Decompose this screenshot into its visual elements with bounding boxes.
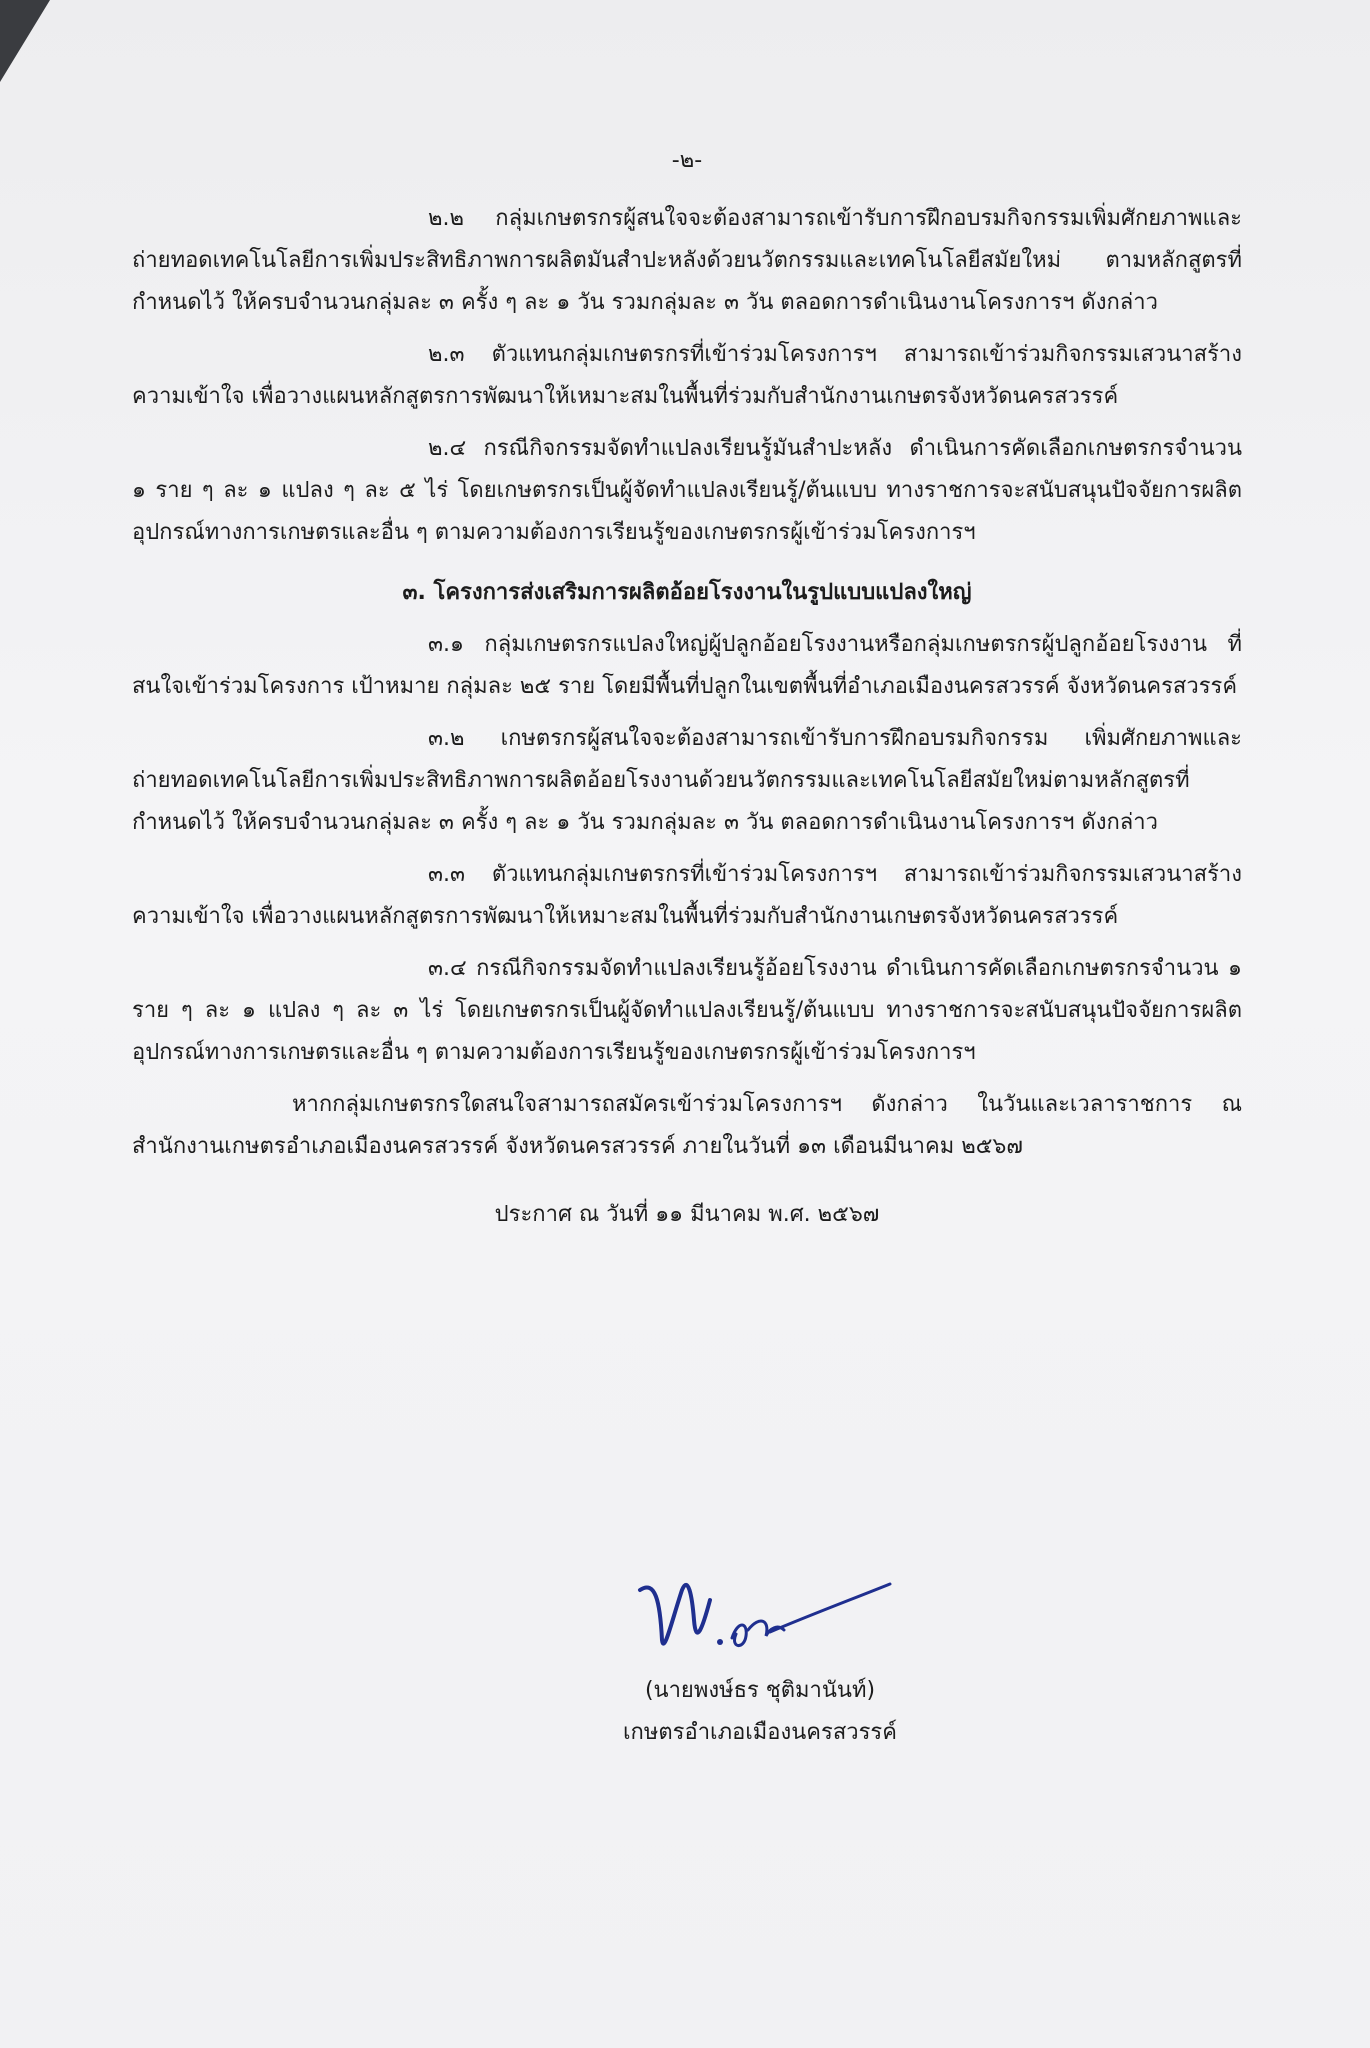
signatory-title: เกษตรอำเภอเมืองนครสวรรค์: [623, 1720, 897, 1745]
paragraph-3-4: ๓.๔ กรณีกิจกรรมจัดทำแปลงเรียนรู้อ้อยโรงงาน ดำเนินการคัดเลือกเกษตรกรจำนวน ๑ ราย ๆ ละ ๑ แปลง ๆ ละ ๓ ไร่ โดยเกษตรกรเป็นผู้จัดทำแปลงเรียนรู้/ต้นแบบ ทางราชการจะสนับสนุนปัจจัยการผลิต อุปกรณ์ทางการเกษตรและอื่น ๆ ตามความต้องการเรียนรู้ของเกษตรกรผู้เข้าร่วมโครงการฯ: [132, 956, 1242, 1065]
closing-paragraph: หากกลุ่มเกษตรกรใดสนใจสามารถสมัครเข้าร่วมโครงการฯ ดังกล่าว ในวันและเวลาราชการ ณ สำนักงานเกษตรอำเภอเมืองนครสวรรค์ จังหวัดนครสวรรค์ ภายในวันที่ ๑๓ เดือนมีนาคม ๒๕๖๗: [132, 1092, 1242, 1159]
page-number: -๒-: [671, 148, 703, 173]
announcement-date: ประกาศ ณ วันที่ ๑๑ มีนาคม พ.ศ. ๒๕๖๗: [494, 1202, 880, 1227]
paragraph-2-4: ๒.๔ กรณีกิจกรรมจัดทำแปลงเรียนรู้มันสำปะหลัง ดำเนินการคัดเลือกเกษตรกรจำนวน ๑ ราย ๆ ละ ๑ แปลง ๆ ละ ๕ ไร่ โดยเกษตรกรเป็นผู้จัดทำแปลงเรียนรู้/ต้นแบบ ทางราชการจะสนับสนุนปัจจัยการผลิต อุปกรณ์ทางการเกษตรและอื่น ๆ ตามความต้องการเรียนรู้ของเกษตรกรผู้เข้าร่วมโครงการฯ: [132, 436, 1242, 545]
paragraph-2-3: ๒.๓ ตัวแทนกลุ่มเกษตรกรที่เข้าร่วมโครงการฯ สามารถเข้าร่วมกิจกรรมเสวนาสร้างความเข้าใจ เพื่อวางแผนหลักสูตรการพัฒนาให้เหมาะสมในพื้นที่ร่วมกับสำนักงานเกษตรจังหวัดนครสวรรค์: [132, 342, 1242, 409]
signature-block: [560, 1560, 960, 1754]
paragraph-2-2: ๒.๒ กลุ่มเกษตรกรผู้สนใจจะต้องสามารถเข้ารับการฝึกอบรมกิจกรรมเพิ่มศักยภาพและถ่ายทอดเทคโนโลยีการเพิ่มประสิทธิภาพการผลิตมันสำปะหลังด้วยนวัตกรรมและเทคโนโลยีสมัยใหม่ ตามหลักสูตรที่กำหนดไว้ ให้ครบจำนวนกลุ่มละ ๓ ครั้ง ๆ ละ ๑ วัน รวมกลุ่มละ ๓ วัน ตลอดการดำเนินงานโครงการฯ ดังกล่าว: [132, 206, 1242, 315]
handwritten-signature: [620, 1560, 900, 1670]
section-3-heading: ๓. โครงการส่งเสริมการผลิตอ้อยโรงงานในรูปแบบแปลงใหญ่: [402, 580, 972, 605]
paragraph-3-1: ๓.๑ กลุ่มเกษตรกรแปลงใหญ่ผู้ปลูกอ้อยโรงงานหรือกลุ่มเกษตรกรผู้ปลูกอ้อยโรงงาน ที่สนใจเข้าร่วมโครงการ เป้าหมาย กลุ่มละ ๒๕ ราย โดยมีพื้นที่ปลูกในเขตพื้นที่อำเภอเมืองนครสวรรค์ จังหวัดนครสวรรค์: [132, 632, 1242, 699]
signatory-name: (นายพงษ์ธร ชุติมานันท์): [644, 1678, 876, 1703]
paragraph-3-2: ๓.๒ เกษตรกรผู้สนใจจะต้องสามารถเข้ารับการฝึกอบรมกิจกรรม เพิ่มศักยภาพและถ่ายทอดเทคโนโลยีการเพิ่มประสิทธิภาพการผลิตอ้อยโรงงานด้วยนวัตกรรมและเทคโนโลยีสมัยใหม่ตามหลักสูตรที่กำหนดไว้ ให้ครบจำนวนกลุ่มละ ๓ ครั้ง ๆ ละ ๑ วัน รวมกลุ่มละ ๓ วัน ตลอดการดำเนินงานโครงการฯ ดังกล่าว: [132, 726, 1242, 835]
document-body: [132, 140, 1242, 1236]
paragraph-3-3: ๓.๓ ตัวแทนกลุ่มเกษตรกรที่เข้าร่วมโครงการฯ สามารถเข้าร่วมกิจกรรมเสวนาสร้างความเข้าใจ เพื่อวางแผนหลักสูตรการพัฒนาให้เหมาะสมในพื้นที่ร่วมกับสำนักงานเกษตรจังหวัดนครสวรรค์: [132, 862, 1242, 929]
